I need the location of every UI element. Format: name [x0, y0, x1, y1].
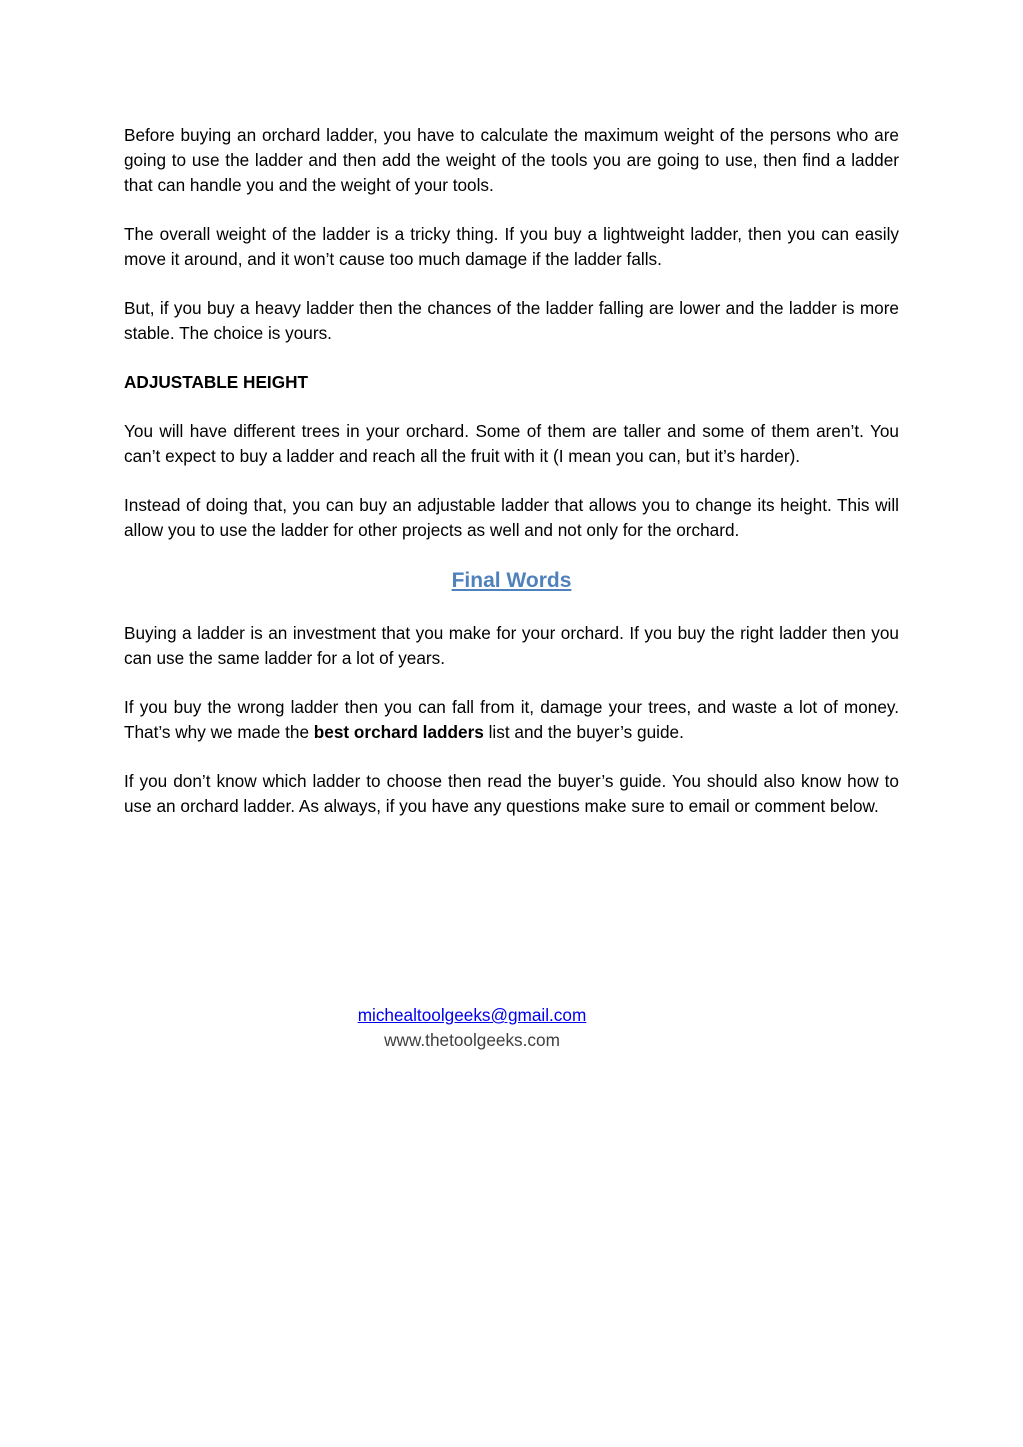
paragraph-weight-capacity: Before buying an orchard ladder, you have to calculate the maximum weight of the persons who are going to use the ladder and then add the weight of the tools you are going to use, then find a ladder that can handle you and the weight of your tools. [124, 125, 899, 195]
paragraph-overall-weight: The overall weight of the ladder is a tricky thing. If you buy a lightweight ladder, then you can easily move it around, and it won’t cause too much damage if the ladder falls. [124, 224, 899, 269]
website-text: www.thetoolgeeks.com [384, 1030, 560, 1050]
email-link[interactable]: michealtoolgeeks@gmail.com [357, 1005, 587, 1025]
wrong-ladder-text-before: If you buy the wrong ladder then you can fall from it, damage your trees, and waste a lot of money. That’s why we made the [124, 697, 899, 742]
heading-adjustable-height: ADJUSTABLE HEIGHT [124, 372, 308, 392]
paragraph-different-trees: You will have different trees in your orchard. Some of them are taller and some of them aren’t. You can’t expect to buy a ladder and reach all the fruit with it (I mean you can, but it’s harder). [124, 421, 899, 466]
paragraph-heavy-ladder: But, if you buy a heavy ladder then the chances of the ladder falling are lower and the ladder is more stable. The choice is yours. [124, 298, 899, 343]
paragraph-wrong-ladder [124, 695, 899, 745]
paragraph-buyers-guide: If you don’t know which ladder to choose then read the buyer’s guide. You should also know how to use an orchard ladder. As always, if you have any questions make sure to email or comment below. [124, 771, 899, 816]
contact-block [346, 1003, 598, 1053]
wrong-ladder-text-after: list and the buyer’s guide. [483, 722, 684, 742]
paragraph-investment: Buying a ladder is an investment that you make for your orchard. If you buy the right ladder then you can use the same ladder for a lot of years. [124, 623, 899, 668]
paragraph-adjustable-ladder: Instead of doing that, you can buy an adjustable ladder that allows you to change its height. This will allow you to use the ladder for other projects as well and not only for the orchard. [124, 495, 899, 540]
document-body [124, 123, 899, 843]
best-orchard-ladders-bold: best orchard ladders [313, 722, 484, 742]
final-words-title: Final Words [451, 569, 572, 592]
